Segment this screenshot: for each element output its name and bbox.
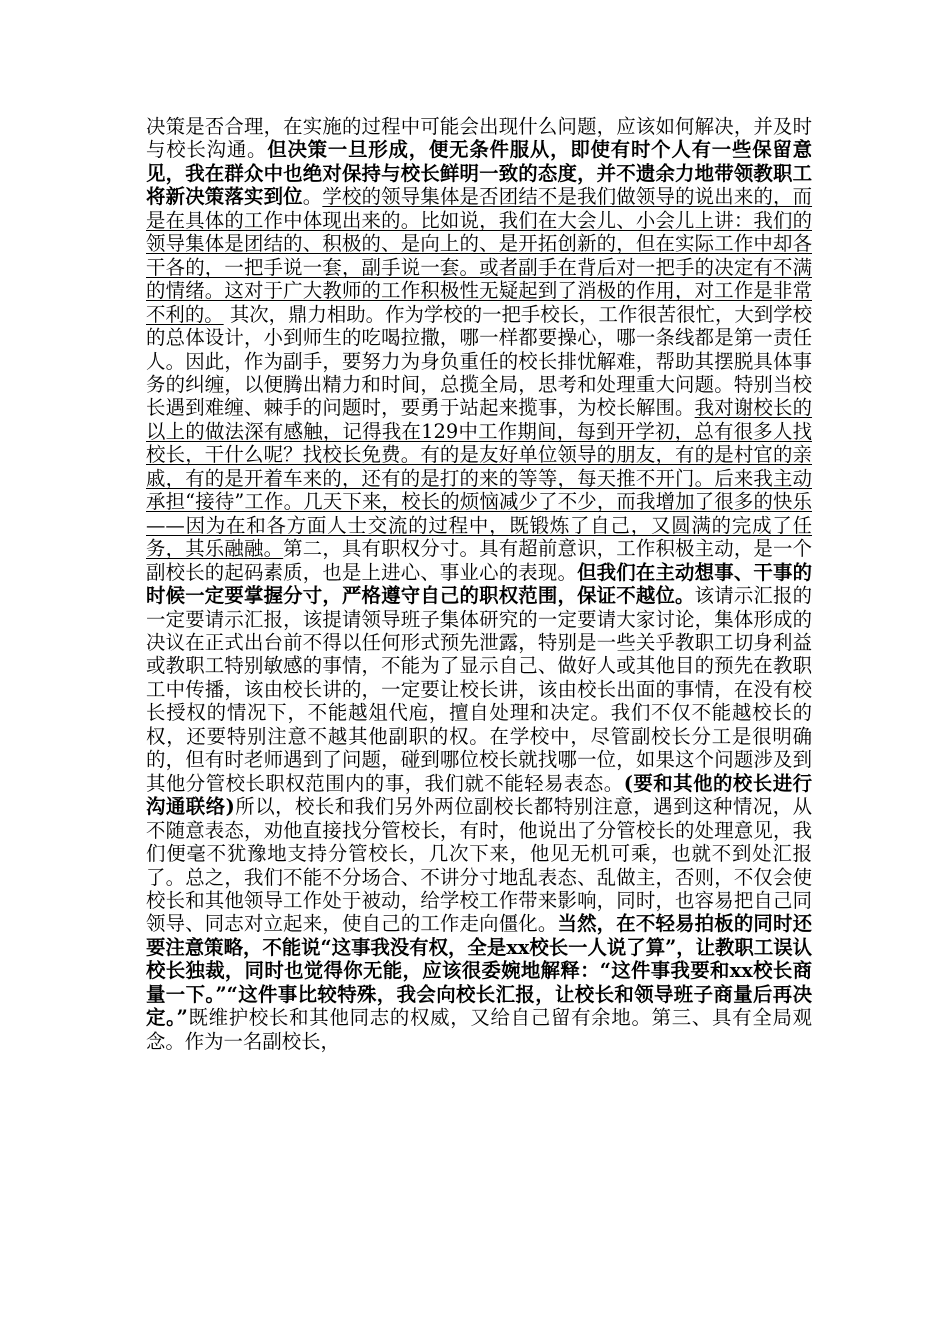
bold-text-segment: 但我们在主动想事、干事的时候一定要掌握分寸，严格遵守自己的职权范围，保证不越位。 — [146, 560, 813, 608]
paragraph — [146, 115, 812, 1053]
bold-text-segment: 当然，在不轻易拍板的同时还要注意策略，不能说“这事我没有权，全是xx校长一人说了算”，让教职工误认校长独裁，同时也觉得你无能，应该很委婉地解释：“这件事我要和xx校长商量一下。”“这件事比较特殊，我会向校长汇报，让校长和领导班子商量后再决定。” — [146, 912, 813, 1030]
text-segment: 其次，鼎力相助。作为学校的一把手校长，工作很苦很忙，大到学校的总体设计，小到师生的吃喝拉撒，哪一样都要操心，哪一条线都是第一责任人。因此，作为副手，要努力为身负重任的校长排忧解难，帮助其摆脱具体事务的纠缠，以便腾出精力和时间，总揽全局，思考和处理重大问题。特别当校长遇到难缠、棘手的问题时，要勇于站起来揽事，为校长解围。 — [146, 302, 813, 420]
body-text — [146, 115, 812, 1053]
text-segment: 该请示汇报的一定要请示汇报，该提请领导班子集体研究的一定要请大家讨论，集体形成的决议在正式出台前不得以任何形式预先泄露，特别是一些关乎教职工切身利益或教职工特别敏感的事情，不能为了显示自己、做好人或其他目的预先在教职工中传播，该由校长讲的，一定要让校长讲，该由校长出面的事情，在没有校长授权的情况下，不能越俎代庖，擅自处理和决定。我们不仅不能越校长的权，还要特别注意不越其他副职的权。在学校中，尽管副校长分工是很明确的，但有时老师遇到了问题，碰到哪位校长就找哪一位，如果这个问题涉及到其他分管校长职权范围内的事，我们就不能轻易表态。 — [146, 584, 813, 795]
underlined-text-segment: 我对谢校长的以上的做法深有感触，记得我在129中工作期间，每到开学初，总有很多人找校长，干什么呢？找校长免费。有的是友好单位领导的朋友，有的是村官的亲戚，有的是开着车来的，还有的是打的来的等等，每天推不开门。后来我主动承担“接待”工作。几天下来，校长的烦恼减少了不少，而我增加了很多的快乐——因为在和各方面人士交流的过程中，既锻炼了自己，又圆满的完成了任务，其乐融融。 — [146, 396, 813, 561]
text-segment: 决策是否合理，在实施的过程中可能会出现什么问题，应该如何解决，并及时与校长沟通。 — [146, 115, 812, 162]
text-segment: 既维护校长和其他同志的权威，又给自己留有余地。第三、具有全局观念。作为一名副校长， — [146, 1006, 812, 1053]
text-segment: 所以，校长和我们另外两位副校长都特别注意，遇到这种情况，从不随意表态，劝他直接找分管校长，有时，他说出了分管校长的处理意见，我们便毫不犹豫地支持分管校长，几次下来，他见无机可乘，也就不到处汇报了。总之，我们不能不分场合、不讲分寸地乱表态、乱做主，否则，不仅会使校长和其他领导工作处于被动，给学校工作带来影响，同时，也容易把自己同领导、同志对立起来，使自己的工作走向僵化。 — [146, 795, 812, 936]
bold-text-segment: (要和其他的校长进行沟通联络) — [146, 771, 812, 819]
text-segment: 第二，具有职权分寸。具有超前意识，工作积极主动，是一个副校长的起码素质，也是上进心、事业心的表现。 — [146, 537, 813, 584]
text-segment: 。 — [302, 185, 323, 209]
bold-text-segment: 但决策一旦形成，便无条件服从，即使有时个人有一些保留意见，我在群众中也绝对保持与校长鲜明一致的态度，并不遗余力地带领教职工将新决策落实到位 — [146, 138, 813, 209]
underlined-text-segment: 学校的领导集体是否团结不是我们做领导的说出来的，而是在具体的工作中体现出来的。比如说，我们在大会儿、小会儿上讲：我们的领导集体是团结的、积极的、是向上的、是开拓创新的，但在实际工作中却各干各的，一把手说一套，副手说一套。或者副手在背后对一把手的决定有不满的情绪。这对于广大教师的工作积极性无疑起到了消极的作用，对工作是非常不利的。 — [146, 185, 813, 326]
